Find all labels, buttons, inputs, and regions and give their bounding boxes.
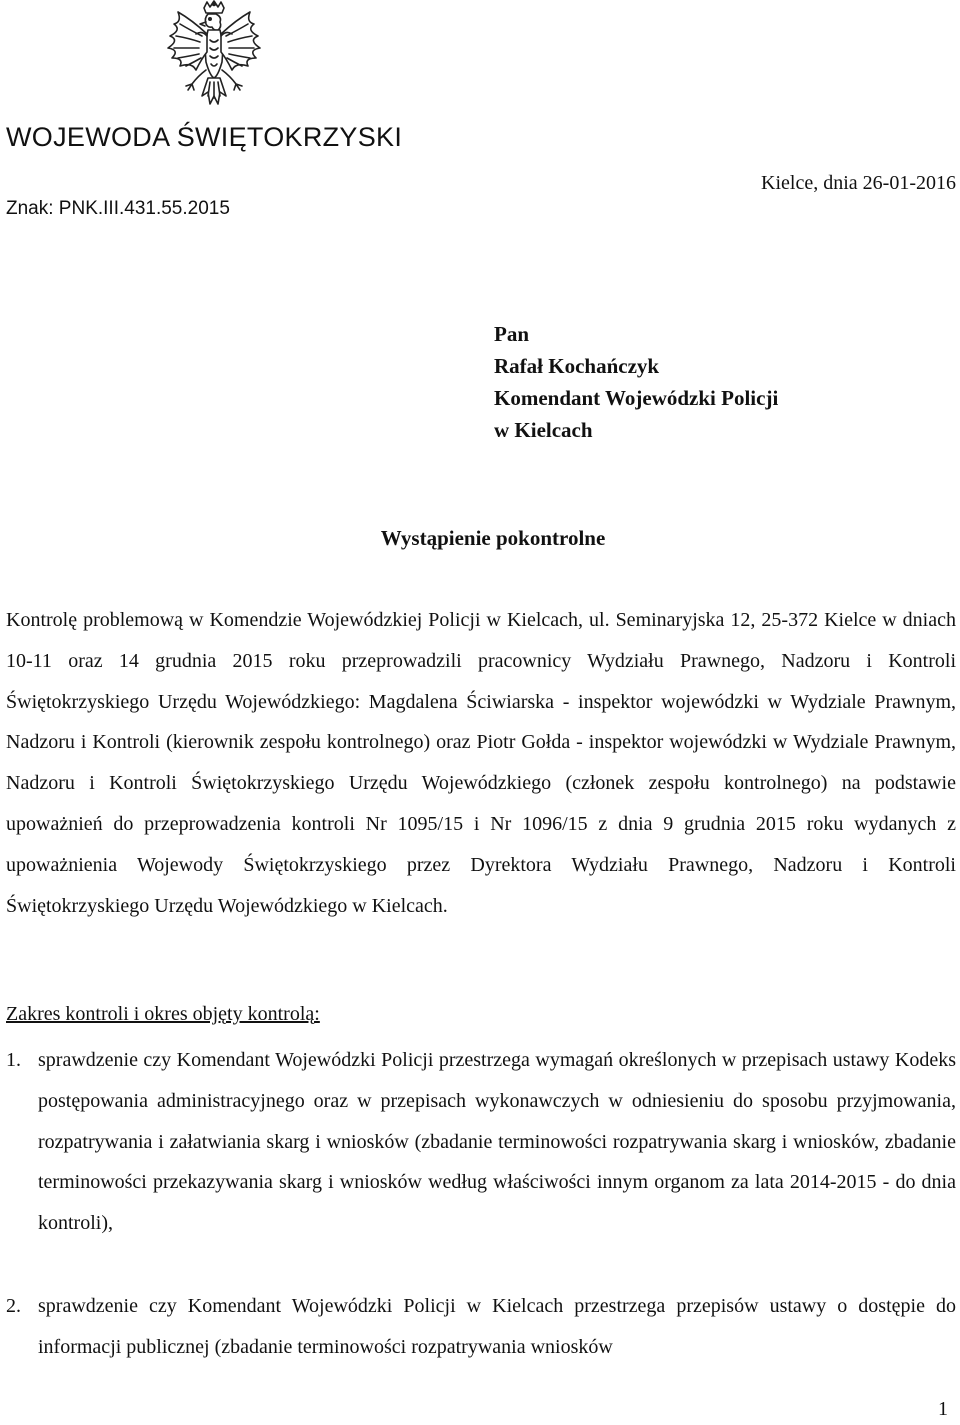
list-item-number: 1. [6,1049,21,1071]
document-title: Wystąpienie pokontrolne [380,526,606,550]
list-item-text: sprawdzenie czy Komendant Wojewódzki Policji przestrzega wymagań określonych w przepisach ustawy Kodeks postępowania administracyjnego oraz w przepisach wykonawczych w odniesieniu do sposobu przyjmowania, rozpatrywania i załatwiania skarg i wniosków (zbadanie terminowości rozpatrywania skarg i wniosków, zbadanie terminowości przekazywania skarg i wniosków według właściwości innym organom za lata 2014-2015 - do dnia kontroli), [38,1049,956,1235]
polish-eagle-emblem-icon [152,0,276,116]
addressee-position: Komendant Wojewódzki Policji [494,386,779,410]
page-number: 1 [938,1398,948,1420]
place-and-date: Kielce, dnia 26-01-2016 [761,172,956,194]
scope-list-item [6,1286,956,1368]
addressee-block [494,318,778,446]
list-item-number: 2. [6,1295,21,1317]
addressee-salutation: Pan [494,322,530,346]
scope-list-item [6,1040,956,1244]
list-item-text: sprawdzenie czy Komendant Wojewódzki Policji w Kielcach przestrzega przepisów ustawy o dostępie do informacji publicznej (zbadanie terminowości rozpatrywania wniosków [38,1295,956,1358]
reference-number: Znak: PNK.III.431.55.2015 [6,198,230,219]
intro-paragraph: Kontrolę problemową w Komendzie Wojewódzkiej Policji w Kielcach, ul. Seminaryjska 12, 25-372 Kielce w dniach 10-11 oraz 14 grudnia 2015 roku przeprowadzili pracownicy Wydziału Prawnego, Nadzoru i Kontroli Świętokrzyskiego Urzędu Wojewódzkiego: Magdalena Ściwiarska - inspektor wojewódzki w Wydziale Prawnym, Nadzoru i Kontroli (kierownik zespołu kontrolnego) oraz Piotr Gołda - inspektor wojewódzki w Wydziale Prawnym, Nadzoru i Kontroli Świętokrzyskiego Urzędu Wojewódzkiego (członek zespołu kontrolnego) na podstawie upoważnień do przeprowadzenia kontroli Nr 1095/15 i Nr 1096/15 z dnia 9 grudnia 2015 roku wydanych z upoważnienia Wojewody Świętokrzyskiego przez Dyrektora Wydziału Prawnego, Nadzoru i Kontroli Świętokrzyskiego Urzędu Wojewódzkiego w Kielcach. [6,609,956,917]
scope-heading: Zakres kontroli i okres objęty kontrolą: [6,1003,320,1025]
addressee-location: w Kielcach [494,418,593,442]
office-name: WOJEWODA ŚWIĘTOKRZYSKI [6,122,403,152]
addressee-name: Rafał Kochańczyk [494,354,660,378]
